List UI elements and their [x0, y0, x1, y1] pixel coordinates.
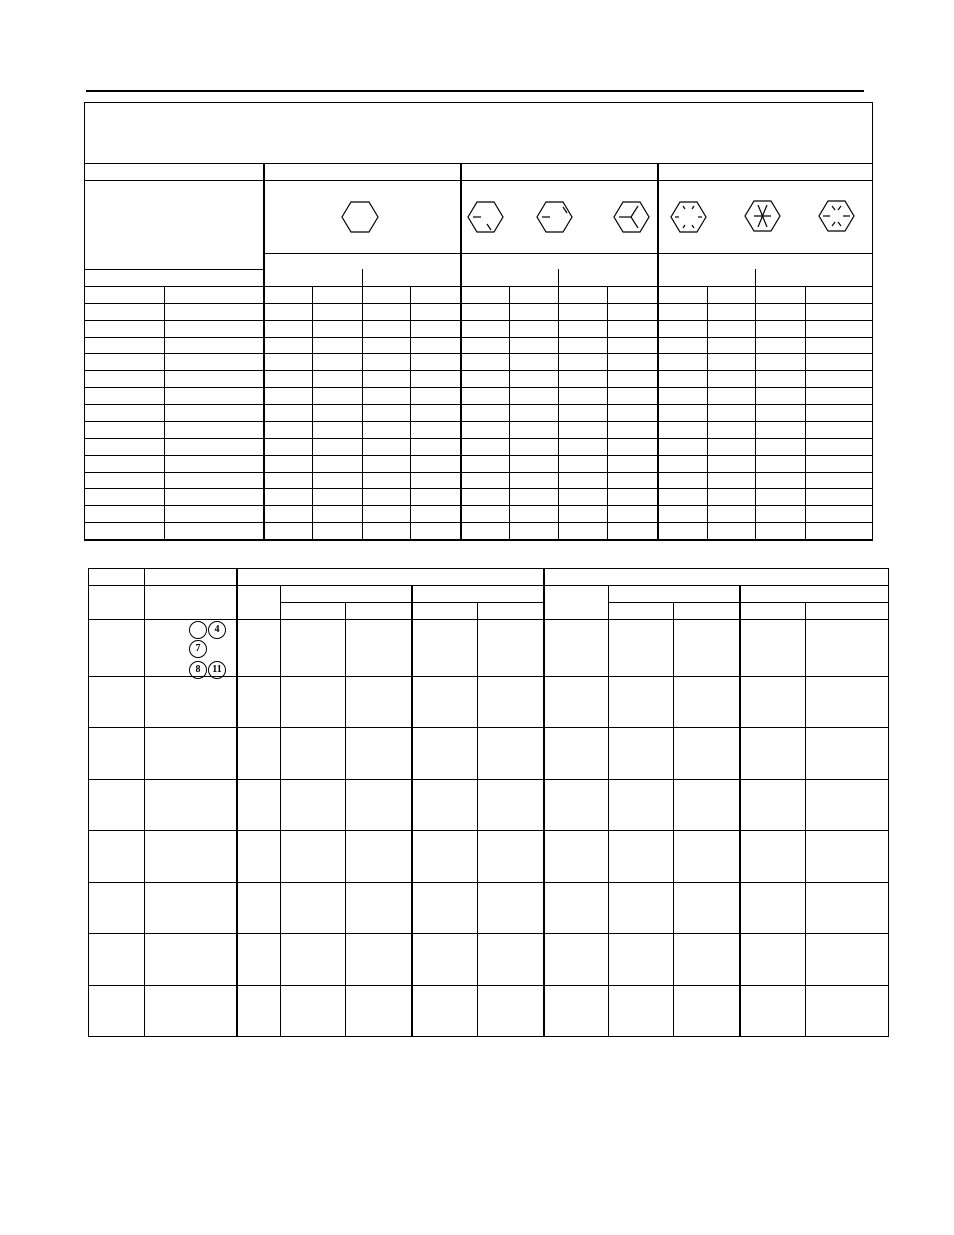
hexagon-two-marks-icon	[468, 202, 503, 232]
hexagon-asterisk-icon	[745, 201, 780, 231]
sequence-badge: 8	[189, 661, 207, 679]
sequence-badge: 4	[208, 621, 226, 639]
hexagon-two-marks-alt-icon	[537, 202, 572, 232]
hexagon-plain-icon	[342, 202, 378, 232]
hexagon-six-marks-alt-icon	[819, 201, 854, 231]
hexagon-six-marks-icon	[671, 202, 706, 232]
hexagon-three-lines-icon	[614, 202, 649, 232]
sequence-badge: 11	[208, 661, 226, 679]
sequence-badge: 7	[189, 640, 207, 658]
